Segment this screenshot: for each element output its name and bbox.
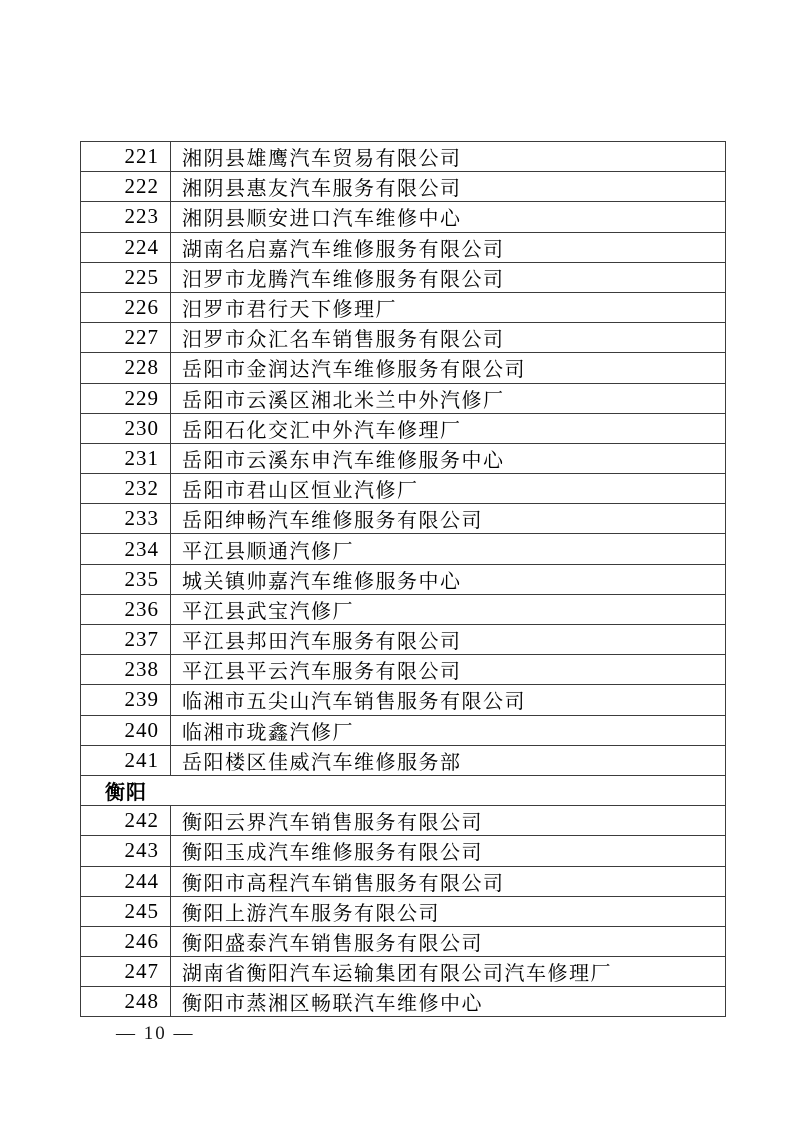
row-number-cell: 248 [81,987,171,1017]
row-number-cell: 245 [81,896,171,926]
table-row [81,957,726,987]
company-name-cell: 岳阳绅畅汽车维修服务有限公司 [171,504,726,534]
company-table [80,141,726,1017]
company-name-cell: 岳阳楼区佳威汽车维修服务部 [171,745,726,775]
company-name-cell: 衡阳上游汽车服务有限公司 [171,896,726,926]
company-name-cell: 湘阴县惠友汽车服务有限公司 [171,172,726,202]
company-name-cell: 岳阳市云溪区湘北米兰中外汽修厂 [171,383,726,413]
company-name-cell: 岳阳石化交汇中外汽车修理厂 [171,413,726,443]
company-name-cell: 湖南名启嘉汽车维修服务有限公司 [171,232,726,262]
row-number-cell: 223 [81,202,171,232]
table-row [81,745,726,775]
row-number-cell: 237 [81,625,171,655]
table-row [81,806,726,836]
company-name-cell: 衡阳云界汽车销售服务有限公司 [171,806,726,836]
company-name-cell: 汨罗市君行天下修理厂 [171,292,726,322]
company-name-cell: 岳阳市云溪东申汽车维修服务中心 [171,443,726,473]
table-row [81,655,726,685]
row-number-cell: 243 [81,836,171,866]
row-number-cell: 230 [81,413,171,443]
table-row [81,353,726,383]
table-row [81,202,726,232]
company-name-cell: 衡阳市高程汽车销售服务有限公司 [171,866,726,896]
row-number-cell: 232 [81,474,171,504]
table-row [81,474,726,504]
table-row [81,504,726,534]
row-number-cell: 222 [81,172,171,202]
company-name-cell: 汨罗市龙腾汽车维修服务有限公司 [171,262,726,292]
table-row [81,534,726,564]
section-header-label: 衡阳 [81,775,726,805]
table-row [81,413,726,443]
company-name-cell: 湘阴县雄鹰汽车贸易有限公司 [171,142,726,172]
table-row [81,987,726,1017]
row-number-cell: 224 [81,232,171,262]
company-name-cell: 临湘市五尖山汽车销售服务有限公司 [171,685,726,715]
page-number: — 10 — [116,1023,195,1044]
company-name-cell: 城关镇帅嘉汽车维修服务中心 [171,564,726,594]
table-row [81,715,726,745]
table-row [81,685,726,715]
table-row [81,564,726,594]
row-number-cell: 240 [81,715,171,745]
row-number-cell: 227 [81,323,171,353]
row-number-cell: 235 [81,564,171,594]
row-number-cell: 225 [81,262,171,292]
table-row [81,262,726,292]
row-number-cell: 226 [81,292,171,322]
table-row [81,443,726,473]
company-name-cell: 平江县顺通汽修厂 [171,534,726,564]
row-number-cell: 241 [81,745,171,775]
row-number-cell: 238 [81,655,171,685]
section-header-row [81,775,726,805]
table-row [81,926,726,956]
company-name-cell: 平江县邦田汽车服务有限公司 [171,625,726,655]
table-row [81,323,726,353]
company-table-body [81,142,726,1017]
table-row [81,383,726,413]
row-number-cell: 246 [81,926,171,956]
row-number-cell: 247 [81,957,171,987]
company-name-cell: 湖南省衡阳汽车运输集团有限公司汽车修理厂 [171,957,726,987]
company-name-cell: 衡阳盛泰汽车销售服务有限公司 [171,926,726,956]
row-number-cell: 242 [81,806,171,836]
table-row [81,836,726,866]
company-name-cell: 岳阳市金润达汽车维修服务有限公司 [171,353,726,383]
row-number-cell: 233 [81,504,171,534]
company-name-cell: 衡阳玉成汽车维修服务有限公司 [171,836,726,866]
table-row [81,142,726,172]
row-number-cell: 221 [81,142,171,172]
row-number-cell: 244 [81,866,171,896]
row-number-cell: 229 [81,383,171,413]
company-name-cell: 衡阳市蒸湘区畅联汽车维修中心 [171,987,726,1017]
row-number-cell: 234 [81,534,171,564]
company-name-cell: 岳阳市君山区恒业汽修厂 [171,474,726,504]
table-row [81,594,726,624]
table-row [81,866,726,896]
company-name-cell: 湘阴县顺安进口汽车维修中心 [171,202,726,232]
company-name-cell: 平江县平云汽车服务有限公司 [171,655,726,685]
table-row [81,232,726,262]
row-number-cell: 239 [81,685,171,715]
company-name-cell: 汨罗市众汇名车销售服务有限公司 [171,323,726,353]
table-row [81,625,726,655]
table-row [81,292,726,322]
table-row [81,896,726,926]
table-row [81,172,726,202]
row-number-cell: 231 [81,443,171,473]
company-name-cell: 平江县武宝汽修厂 [171,594,726,624]
row-number-cell: 236 [81,594,171,624]
company-name-cell: 临湘市珑鑫汽修厂 [171,715,726,745]
row-number-cell: 228 [81,353,171,383]
